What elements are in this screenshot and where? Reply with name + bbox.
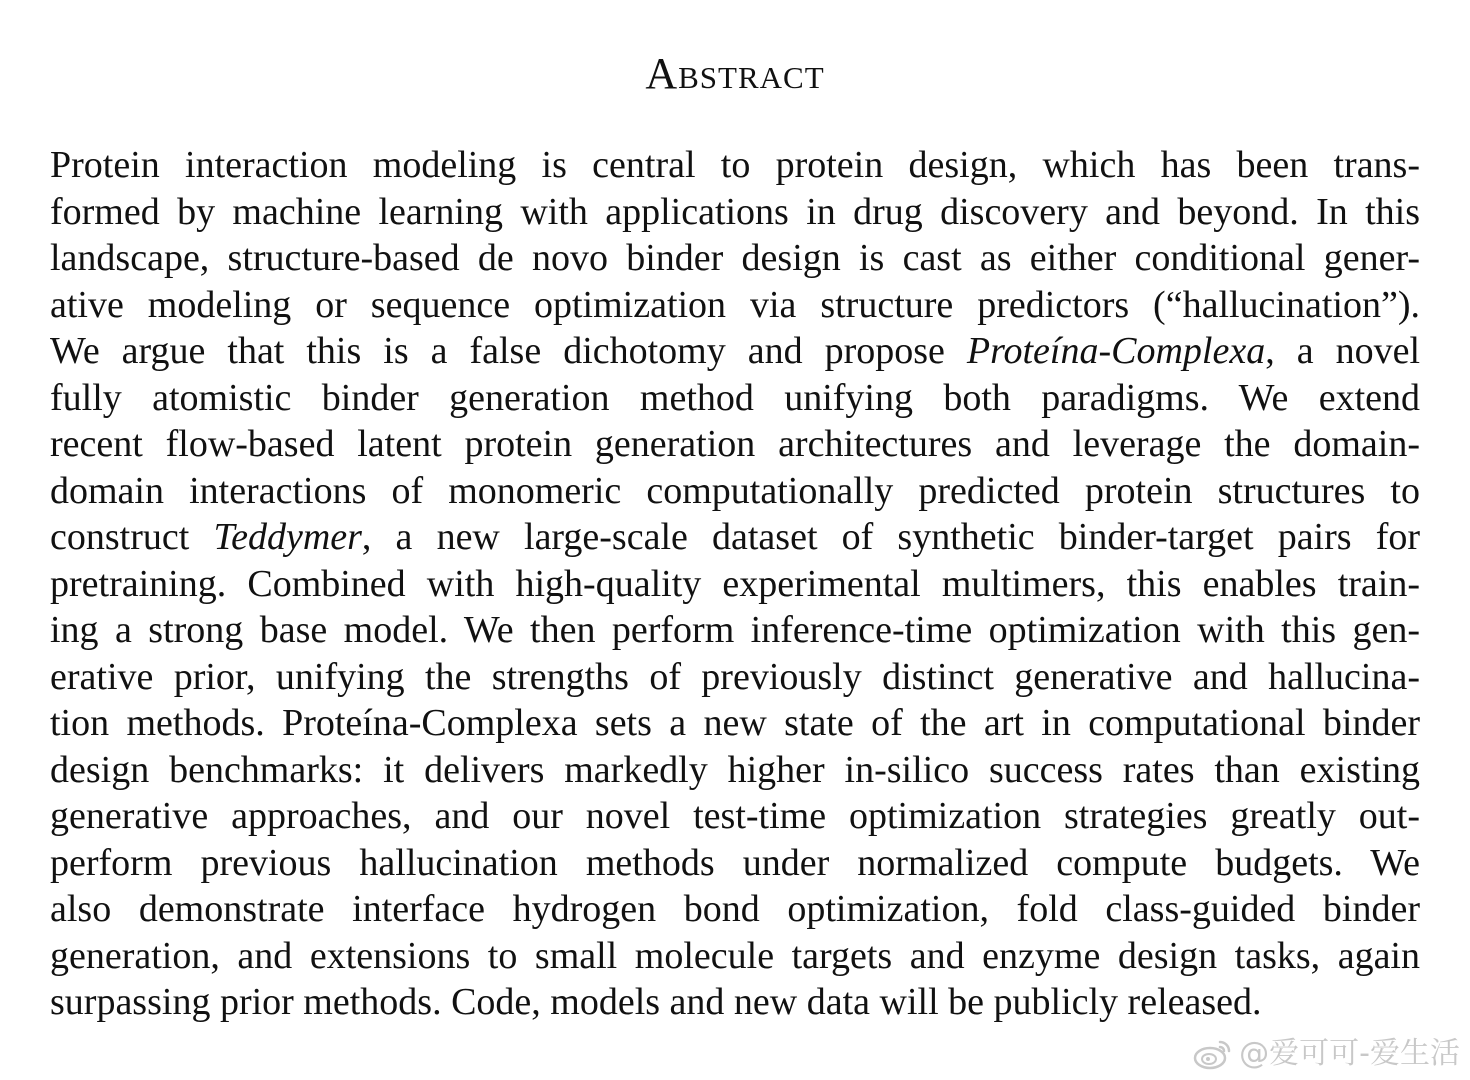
dataset-name-italic: Teddymer — [213, 516, 362, 558]
abstract-line: ative modeling or sequence optimization via structure predictors (“hallucination”). — [50, 283, 1420, 326]
abstract-body — [50, 142, 1420, 1026]
abstract-line: domain interactions of monomeric computationally predicted protein structures to — [50, 469, 1420, 512]
abstract-heading: Abstract — [645, 49, 825, 98]
weibo-icon — [1193, 1037, 1233, 1071]
abstract-line: tion methods. Proteína-Complexa sets a new state of the art in computational binder — [50, 702, 1420, 744]
abstract-line: generation, and extensions to small molecule targets and enzyme design tasks, again — [50, 934, 1420, 977]
abstract-line: Protein interaction modeling is central to protein design, which has been trans- — [50, 144, 1420, 186]
watermark — [1193, 1034, 1460, 1074]
abstract-line: also demonstrate interface hydrogen bond optimization, fold class-guided binder — [50, 888, 1420, 930]
method-name-italic: Proteína-Complexa — [966, 330, 1266, 372]
abstract-line: construct Teddymer, a new large-scale dataset of synthetic binder-target pairs for — [50, 516, 1421, 558]
abstract-line: formed by machine learning with applications in drug discovery and beyond. In this — [50, 190, 1420, 233]
abstract-line: We argue that this is a false dichotomy and propose Proteína-Complexa, a novel — [50, 330, 1421, 372]
abstract-line: surpassing prior methods. Code, models and new data will be publicly released. — [50, 981, 1262, 1023]
abstract-line: pretraining. Combined with high-quality experimental multimers, this enables train- — [50, 562, 1420, 605]
abstract-line: perform previous hallucination methods under normalized compute budgets. We — [50, 841, 1420, 884]
abstract-line: generative approaches, and our novel test-time optimization strategies greatly out- — [50, 795, 1420, 837]
abstract-line: recent flow-based latent protein generation architectures and leverage the domain- — [50, 423, 1420, 465]
abstract-line: design benchmarks: it delivers markedly higher in-silico success rates than existing — [50, 748, 1420, 791]
abstract-line: fully atomistic binder generation method unifying both paradigms. We extend — [50, 376, 1420, 419]
abstract-line: landscape, structure-based de novo binder design is cast as either conditional gener- — [50, 237, 1420, 279]
abstract-line: ing a strong base model. We then perform inference-time optimization with this gen- — [50, 609, 1420, 651]
watermark-text: @爱可可-爱生活 — [1239, 1036, 1460, 1071]
abstract-line: erative prior, unifying the strengths of previously distinct generative and hallucina- — [50, 655, 1420, 698]
